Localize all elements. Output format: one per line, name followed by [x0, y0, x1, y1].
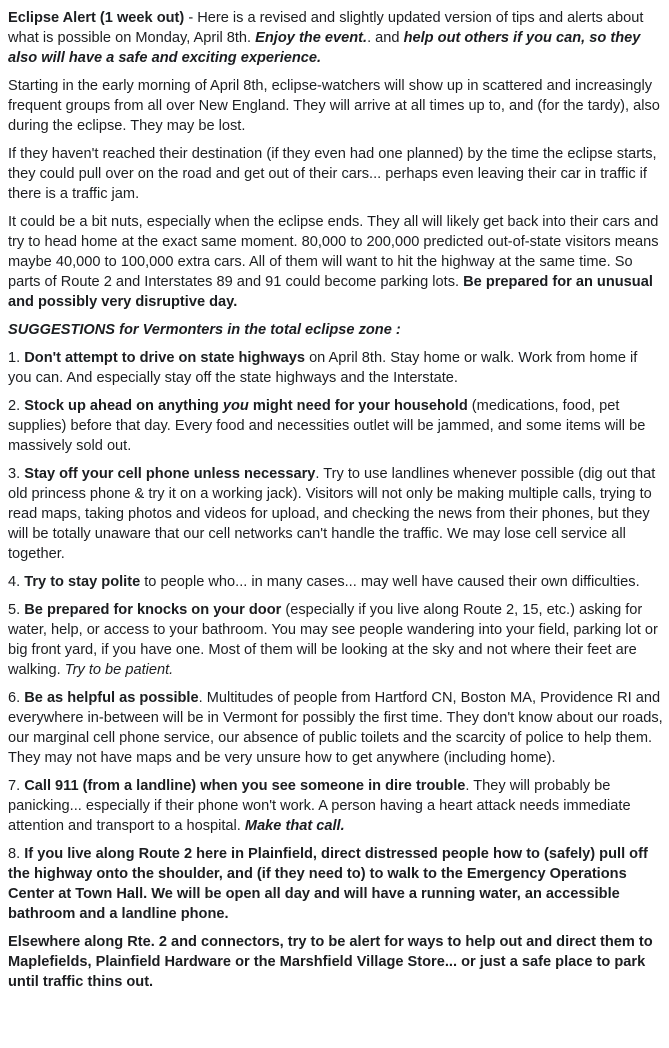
list-item: 8. If you live along Route 2 here in Plainfield, direct distressed people how to (safely) pull off the highway onto the shoulder, and (if they need to) to walk to the Emergency Operations Center at Town Hall. We will be open all day and will have a running water, an accessible bathroom and a landline phone. — [8, 846, 648, 922]
list-item: 4. Try to stay polite to people who... in many cases... may well have caused their own difficulties. — [8, 574, 640, 590]
enjoy-text: Enjoy the event. — [255, 30, 368, 46]
suggestions-heading: SUGGESTIONS for Vermonters in the total eclipse zone : — [8, 322, 401, 338]
be-prepared-text: Be prepared for an unusual and possibly very disruptive day. — [8, 274, 653, 310]
help-text: help out others if you can, so they also will have a safe and exciting experience. — [8, 30, 641, 66]
list-item: 5. Be prepared for knocks on your door (especially if you live along Route 2, 15, etc.) asking for water, help, or access to your bathroom. You may see people wandering into your field, parking lot or big front yard, if you have one. Most of them will be looking at the sky and not where their feet are walking. Try to be patient. — [8, 602, 658, 678]
list-item: 1. Don't attempt to drive on state highways on April 8th. Stay home or walk. Work from home if you can. And especially stay off the state highways and the Interstate. — [8, 350, 638, 386]
list-item: 2. Stock up ahead on anything you might need for your household (medications, food, pet supplies) before that day. Every food and necessities outlet will be jammed, and some items will be massively sold out. — [8, 398, 646, 454]
alert-title: Eclipse Alert (1 week out) — [8, 10, 185, 26]
list-item: 7. Call 911 (from a landline) when you see someone in dire trouble. They will probably be panicking... especially if their phone won't work. A person having a heart attack needs immediate attention and transport to a hospital. Make that call. — [8, 778, 631, 834]
list-item: 3. Stay off your cell phone unless necessary. Try to use landlines whenever possible (dig out that old princess phone & try it on a working jack). Visitors will not only be making multiple calls, trying to read maps, taking photos and videos for upload, and checking the news from their phones, but they will be totally unaware that our cell networks can't handle the traffic. We may lose cell service all together. — [8, 466, 656, 562]
closing-paragraph: Elsewhere along Rte. 2 and connectors, try to be alert for ways to help out and direct them to Maplefields, Plainfield Hardware or the Marshfield Village Store... or just a safe place to park until traffic thins out. — [8, 934, 653, 990]
intro-paragraph: Eclipse Alert (1 week out) - Here is a revised and slightly updated version of tips and alerts about what is possible on Monday, April 8th. Enjoy the event.. and help out others if you can, so they also will have a safe and exciting experience. — [8, 10, 644, 66]
list-item: 6. Be as helpful as possible. Multitudes of people from Hartford CN, Boston MA, Providence RI and everywhere in-between will be in Vermont for possibly the first time. They don't know about our roads, our marginal cell phone service, our absence of public toilets and the scarcity of police to help them. They may not have maps and be very unsure how to get anywhere (including home). — [8, 690, 663, 766]
paragraph-traffic: It could be a bit nuts, especially when the eclipse ends. They all will likely get back into their cars and try to head home at the exact same moment. 80,000 to 200,000 predicted out-of-state visitors means maybe 40,000 to 100,000 extra cars. All of them will want to hit the highway at the same time. So parts of Route 2 and Interstates 89 and 91 could become parking lots. Be prepared for an unusual and possibly very disruptive day. — [8, 214, 659, 310]
paragraph-arrivals: Starting in the early morning of April 8th, eclipse-watchers will show up in scattered and increasingly frequent groups from all over New England. They will arrive at all times up to, and (for the tardy), also during the eclipse. They may be lost. — [8, 78, 660, 134]
paragraph-pull-over: If they haven't reached their destination (if they even had one planned) by the time the eclipse starts, they could pull over on the road and get out of their cars... perhaps even leaving their car in traffic if there is a traffic jam. — [8, 146, 657, 202]
